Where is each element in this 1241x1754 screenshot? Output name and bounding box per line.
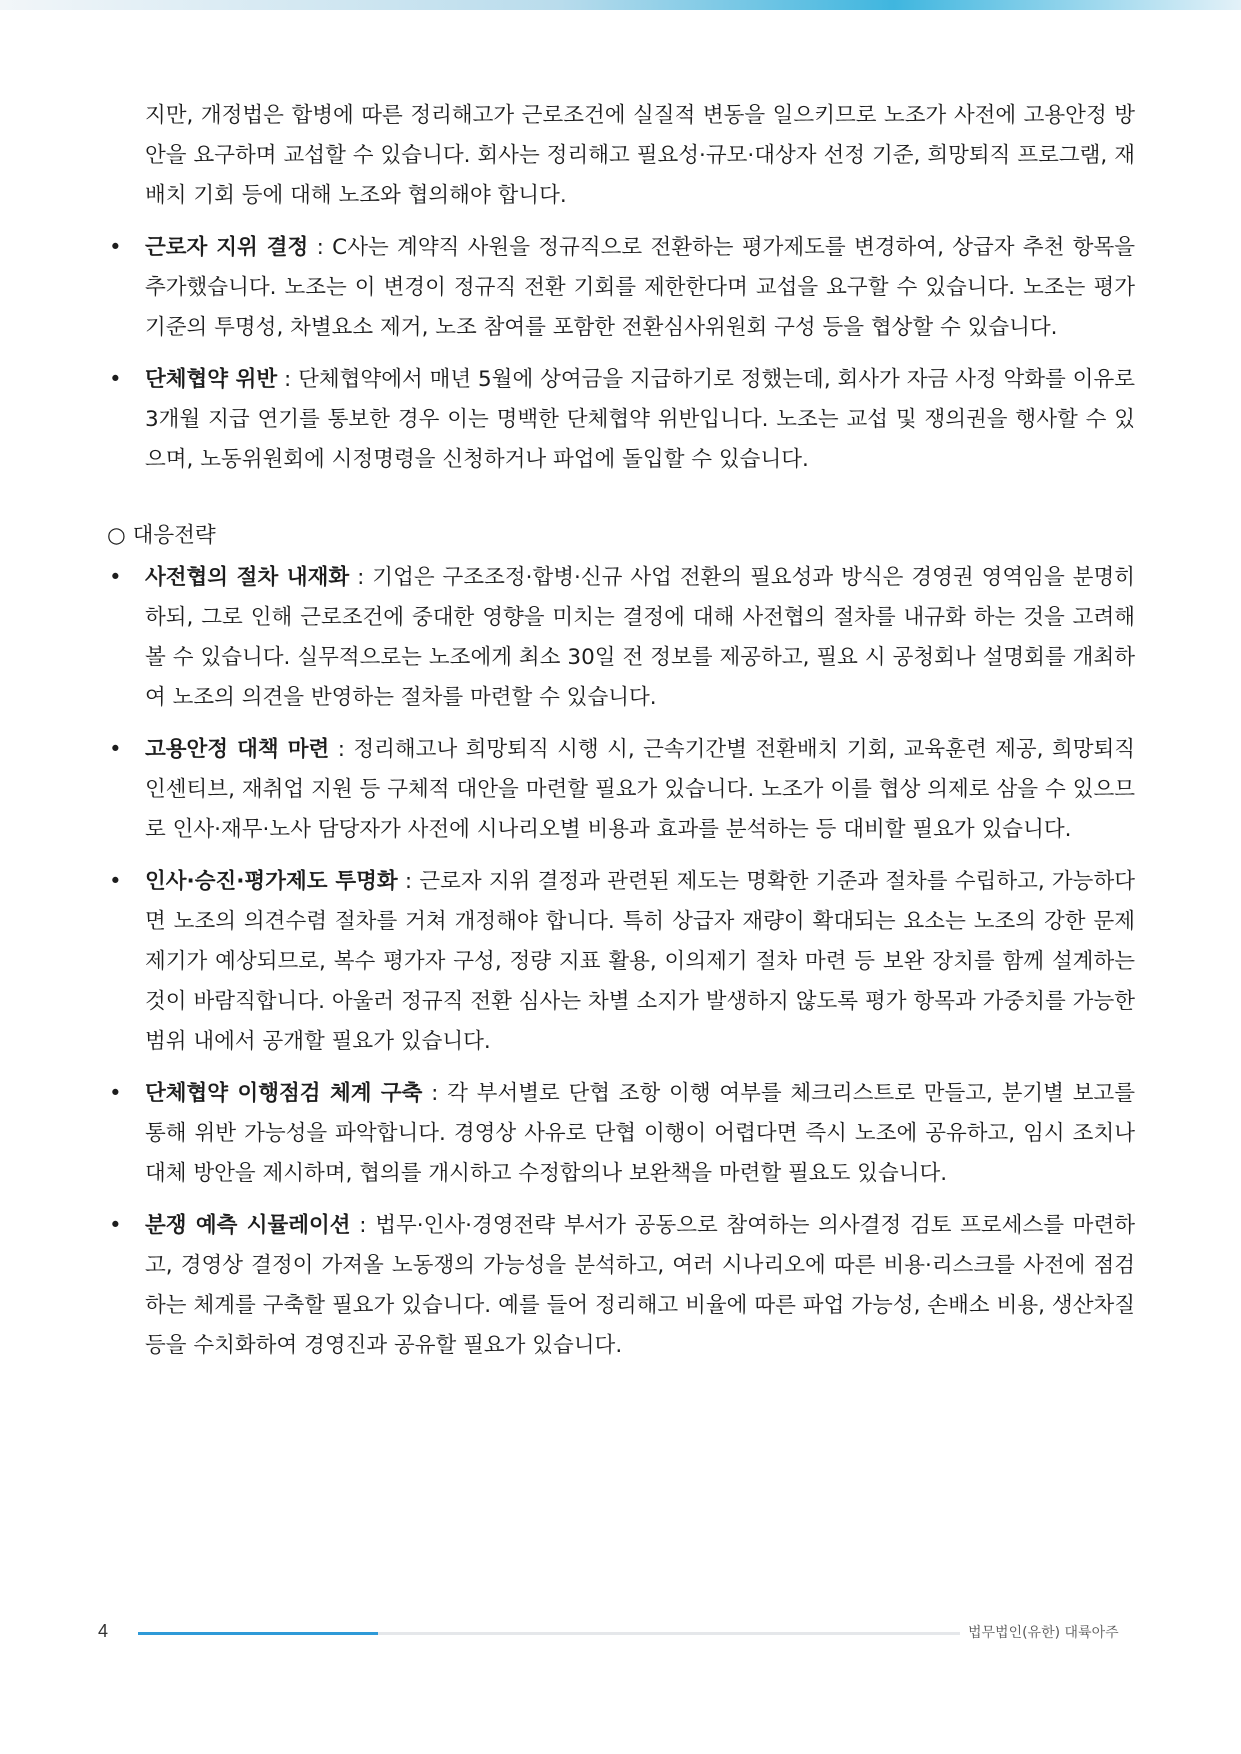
bullet-icon: •: [109, 565, 122, 590]
strategy-text: : 법무·인사·경영전략 부서가 공동으로 참여하는 의사결정 검토 프로세스를 마련하고, 경영상 결정이 가져올 노동쟁의 가능성을 분석하고, 여러 시나리오에 따른 비용·리스크를 사전에 점검하는 체계를 구축할 필요가 있습니다. 예를 들어 정리해고 비율에 따른 파업 가능성, 손배소 비용, 생산차질 등을 수치화하여 경영진과 공유할 필요가 있습니다.: [145, 1213, 1135, 1358]
bullet-icon: •: [109, 1213, 122, 1238]
strategy-item-hr-transparency: [107, 862, 1135, 1062]
strategy-text: : 각 부서별로 단협 조항 이행 여부를 체크리스트로 만들고, 분기별 보고를 통해 위반 가능성을 파악합니다. 경영상 사유로 단협 이행이 어렵다면 즉시 노조에 공유하고, 임시 조치나 대체 방안을 제시하며, 협의를 개시하고 수정합의나 보완책을 마련할 필요도 있습니다.: [145, 1081, 1135, 1186]
top-gradient-bar: [0, 0, 1241, 10]
footer-divider-accent: [138, 1632, 378, 1635]
strategy-term: 고용안정 대책 마련: [145, 737, 330, 762]
bullet-icon: •: [109, 367, 122, 392]
bullet-icon: •: [109, 869, 122, 894]
issue-term: 단체협약 위반: [145, 367, 278, 392]
strategy-term: 단체협약 이행점검 체계 구축: [145, 1081, 423, 1106]
issue-item-worker-status: [107, 228, 1135, 348]
intro-paragraph: 지만, 개정법은 합병에 따른 정리해고가 근로조건에 실질적 변동을 일으키므로 노조가 사전에 고용안정 방안을 요구하며 교섭할 수 있습니다. 회사는 정리해고 필요성·규모·대상자 선정 기준, 희망퇴직 프로그램, 재배치 기회 등에 대해 노조와 협의해야 합니다.: [145, 103, 1135, 208]
issue-item-cba-violation: [107, 360, 1135, 480]
strategy-item-cba-compliance: [107, 1074, 1135, 1194]
document-body: [107, 96, 1135, 1366]
strategy-term: 사전협의 절차 내재화: [145, 565, 350, 590]
strategy-text: : 정리해고나 희망퇴직 시행 시, 근속기간별 전환배치 기회, 교육훈련 제공, 희망퇴직 인센티브, 재취업 지원 등 구체적 대안을 마련할 필요가 있습니다. 노조가 이를 협상 의제로 삼을 수 있으므로 인사·재무·노사 담당자가 사전에 시나리오별 비용과 효과를 분석하는 등 대비할 필요가 있습니다.: [145, 737, 1135, 842]
bullet-icon: •: [109, 235, 122, 260]
strategy-item-employment-stability: [107, 730, 1135, 850]
issue-text: : C사는 계약직 사원을 정규직으로 전환하는 평가제도를 변경하여, 상급자 추천 항목을 추가했습니다. 노조는 이 변경이 정규직 전환 기회를 제한한다며 교섭을 요구할 수 있습니다. 노조는 평가기준의 투명성, 차별요소 제거, 노조 참여를 포함한 전환심사위원회 구성 등을 협상할 수 있습니다.: [145, 235, 1135, 340]
strategy-term: 분쟁 예측 시뮬레이션: [145, 1213, 351, 1238]
footer-divider: [138, 1632, 960, 1635]
strategy-item-prior-consultation: [107, 558, 1135, 718]
bullet-icon: •: [109, 737, 122, 762]
strategy-text: : 근로자 지위 결정과 관련된 제도는 명확한 기준과 절차를 수립하고, 가능하다면 노조의 의견수렴 절차를 거쳐 개정해야 합니다. 특히 상급자 재량이 확대되는 요소는 노조의 강한 문제 제기가 예상되므로, 복수 평가자 구성, 정량 지표 활용, 이의제기 절차 마련 등 보완 장치를 함께 설계하는 것이 바람직합니다. 아울러 정규직 전환 심사는 차별 소지가 발생하지 않도록 평가 항목과 가중치를 가능한 범위 내에서 공개할 필요가 있습니다.: [145, 869, 1135, 1054]
firm-name: 법무법인(유한) 대륙아주: [968, 1625, 1119, 1641]
strategy-term: 인사·승진·평가제도 투명화: [145, 869, 398, 894]
strategy-item-dispute-simulation: [107, 1206, 1135, 1366]
bullet-icon: •: [109, 1081, 122, 1106]
issue-term: 근로자 지위 결정: [145, 235, 309, 260]
issue-text: : 단체협약에서 매년 5월에 상여금을 지급하기로 정했는데, 회사가 자금 사정 악화를 이유로 3개월 지급 연기를 통보한 경우 이는 명백한 단체협약 위반입니다. 노조는 교섭 및 쟁의권을 행사할 수 있으며, 노동위원회에 시정명령을 신청하거나 파업에 돌입할 수 있습니다.: [145, 367, 1135, 472]
page-number: 4: [98, 1621, 109, 1641]
strategy-heading: ○ 대응전략: [107, 523, 216, 548]
strategy-text: : 기업은 구조조정·합병·신규 사업 전환의 필요성과 방식은 경영권 영역임을 분명히 하되, 그로 인해 근로조건에 중대한 영향을 미치는 결정에 대해 사전협의 절차를 내규화 하는 것을 고려해볼 수 있습니다. 실무적으로는 노조에게 최소 30일 전 정보를 제공하고, 필요 시 공청회나 설명회를 개최하여 노조의 의견을 반영하는 절차를 마련할 수 있습니다.: [145, 565, 1135, 710]
